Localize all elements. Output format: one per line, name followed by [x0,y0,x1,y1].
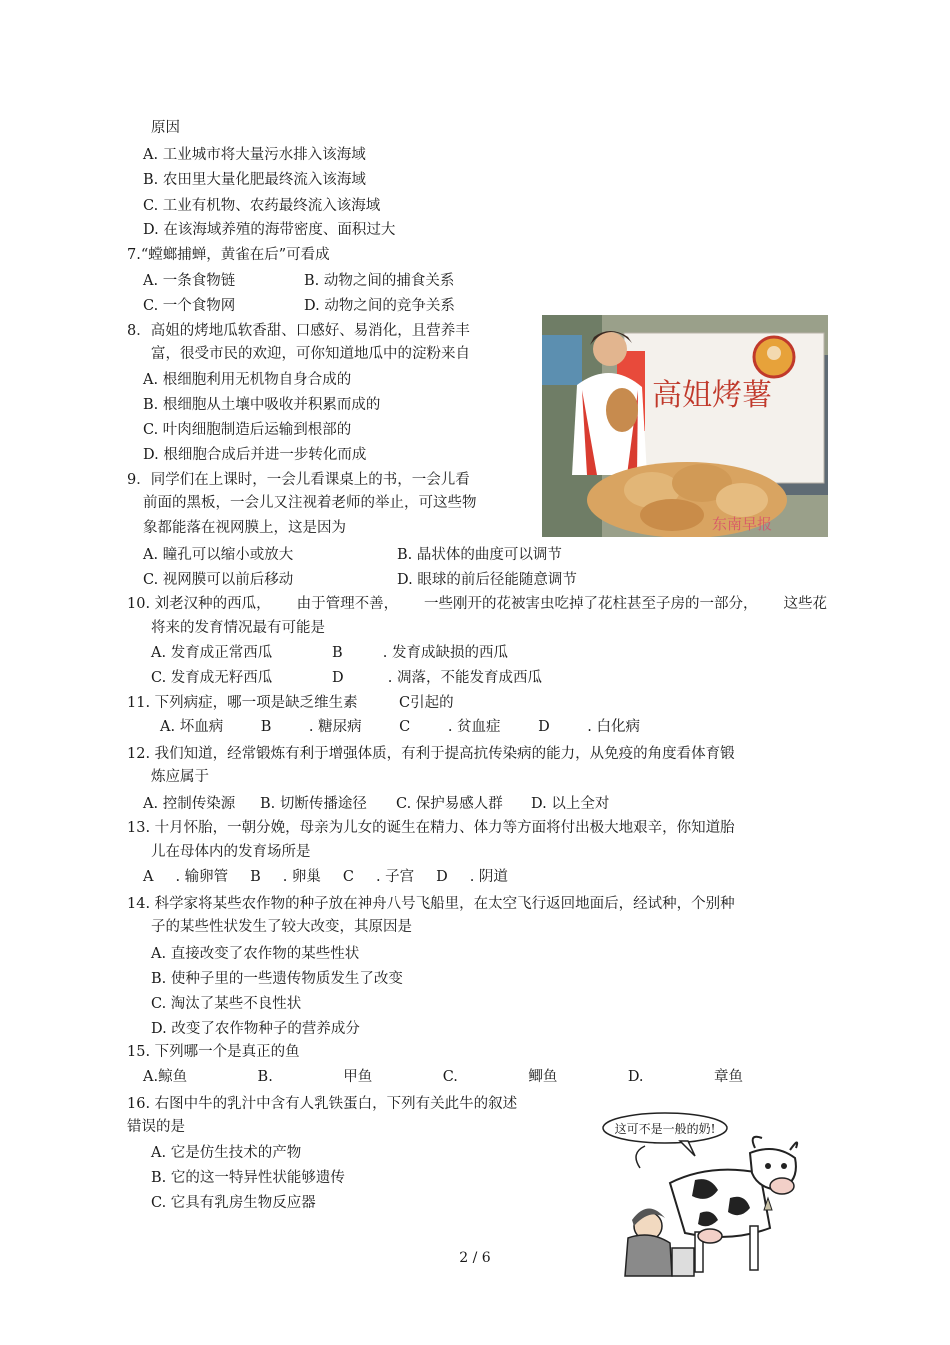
q9-stem-line1: 9．同学们在上课时，一会儿看课桌上的书，一会儿看 [127,472,470,488]
q12-option-a: A. 控制传染源 [143,796,236,812]
q12-option-d: D. 以上全对 [531,796,610,812]
q16-option-c: C. 它具有乳房生物反应器 [151,1195,316,1211]
q16-stem-line1: 16. 右图中牛的乳汁中含有人乳铁蛋白，下列有关此牛的叙述 [127,1096,518,1112]
q16-option-a: A. 它是仿生技术的产物 [151,1145,302,1161]
q16-stem-line2: 错误的是 [127,1119,185,1135]
q12-stem-line1: 12. 我们知道，经常锻炼有利于增强体质，有利于提高抗传染病的能力，从免疫的角度看体育锻 [127,746,735,762]
q9-option-c: C. 视网膜可以前后移动 [143,572,294,588]
q9-option-a: A. 瞳孔可以缩小或放大 [143,547,294,563]
q10-option-d: D . 凋落，不能发育成西瓜 [332,670,542,686]
q14-option-b: B. 使种子里的一些遗传物质发生了改变 [151,971,403,987]
q8-stem-line2: 富，很受市民的欢迎，可你知道地瓜中的淀粉来自 [151,346,470,362]
q8-stem-line1: 8．高姐的烤地瓜软香甜、口感好、易消化，且营养丰 [127,323,470,339]
photo-watermark: 东南早报 [712,515,773,533]
q9-option-d: D. 眼球的前后径能随意调节 [397,572,577,588]
sign-text: 高姐烤薯 [652,378,772,413]
milking-cow-illustration [600,1108,815,1294]
q14-stem-line2: 子的某些性状发生了较大改变，其原因是 [151,919,412,935]
q6-option-d: D. 在该海域养殖的海带密度、面积过大 [143,222,396,238]
q6-option-a: A. 工业城市将大量污水排入该海域 [143,147,366,163]
q14-stem-line1: 14. 科学家将某些农作物的种子放在神舟八号飞船里，在太空飞行返回地面后，经试种，个别种 [127,896,735,912]
q6-stem-continuation: 原因 [151,120,180,136]
q10-option-b: B . 发育成缺损的西瓜 [332,645,508,661]
cow-cartoon [600,1108,815,1294]
q9-stem-line2: 前面的黑板，一会儿又注视着老师的举止，可这些物 [143,495,477,511]
q8-option-d: D. 根细胞合成后并进一步转化而成 [143,447,367,463]
q9-option-b: B. 晶状体的曲度可以调节 [397,547,562,563]
vendor-illustration [542,315,828,537]
q6-option-b: B. 农田里大量化肥最终流入该海域 [143,172,366,188]
q9-stem-line3: 象都能落在视网膜上，这是因为 [143,520,346,536]
q13-stem-line1: 13. 十月怀胎，一朝分娩，母亲为儿女的诞生在精力、体力等方面将付出极大地艰辛，你知道胎 [127,820,735,836]
q8-option-c: C. 叶肉细胞制造后运输到根部的 [143,422,352,438]
q7-stem: 7.“螳螂捕蝉，黄雀在后”可看成 [127,247,330,263]
q14-option-a: A. 直接改变了农作物的某些性状 [151,946,360,962]
q11-stem: 11. 下列病症，哪一项是缺乏维生素 [127,695,358,711]
q7-option-d: D. 动物之间的竞争关系 [304,298,455,314]
q14-option-c: C. 淘汰了某些不良性状 [151,996,302,1012]
q13-stem-line2: 儿在母体内的发育场所是 [151,844,311,860]
q7-option-a: A. 一条食物链 [143,273,236,289]
q12-option-b: B. 切断传播途径 [260,796,367,812]
q14-option-d: D. 改变了农作物种子的营养成分 [151,1021,360,1037]
speech-bubble-text: 这可不是一般的奶! [614,1122,716,1136]
q11-stem-tail: C引起的 [399,695,454,711]
q7-option-c: C. 一个食物网 [143,298,236,314]
q10-option-a: A. 发育成正常西瓜 [151,645,273,661]
q11-options: A. 坏血病 B . 糖尿病 C . 贫血症 D . 白化病 [160,719,640,735]
q10-option-c: C. 发育成无籽西瓜 [151,670,273,686]
q16-option-b: B. 它的这一特异性状能够遗传 [151,1170,345,1186]
q7-option-b: B. 动物之间的捕食关系 [304,273,455,289]
page-number: 2 / 6 [459,1250,491,1266]
q8-option-a: A. 根细胞利用无机物自身合成的 [143,372,352,388]
q13-options: A . 输卵管 B . 卵巢 C . 子宫 D . 阴道 [143,869,508,885]
q10-stem-line2: 将来的发育情况最有可能是 [151,620,325,636]
q15-stem: 15. 下列哪一个是真正的鱼 [127,1044,300,1060]
q15-options: A.鲸鱼 B. 甲鱼 C. 鲫鱼 D. 章鱼 [143,1069,743,1085]
q6-option-c: C. 工业有机物、农药最终流入该海域 [143,198,381,214]
roasted-sweet-potato-photo [542,315,828,537]
q8-option-b: B. 根细胞从土壤中吸收并积累而成的 [143,397,381,413]
q12-option-c: C. 保护易感人群 [396,796,503,812]
q12-stem-line2: 炼应属于 [151,769,209,785]
q10-stem-line1: 10. 刘老汉种的西瓜， 由于管理不善， 一些刚开的花被害虫吃掉了花柱甚至子房的一部分， 这些花 [127,596,827,612]
